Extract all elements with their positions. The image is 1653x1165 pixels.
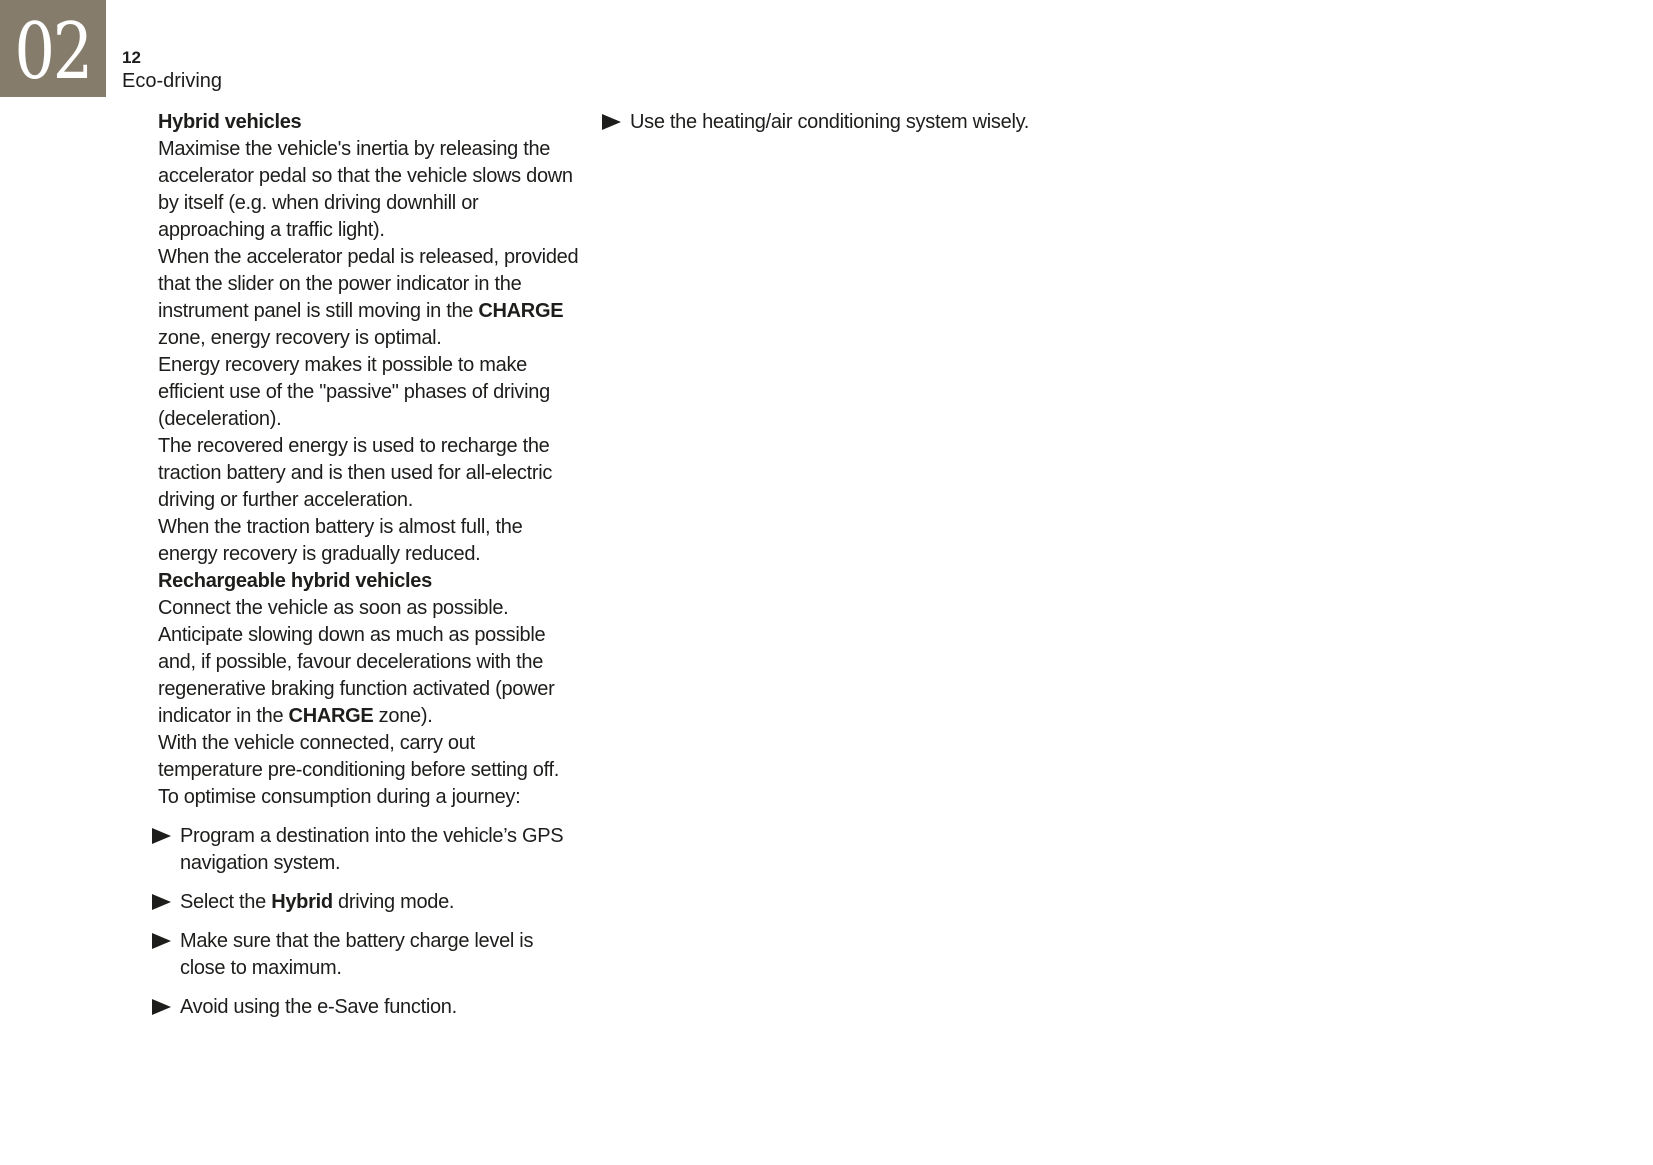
chapter-number: 02 (14, 6, 92, 97)
instruction-text: Use the heating/air conditioning system wisely. (630, 111, 1030, 133)
triangle-right-icon (152, 889, 180, 916)
paragraph: The recovered energy is used to recharge the traction battery and is then used for all-electric driving or further acceleration. (158, 435, 553, 511)
triangle-right-icon (152, 928, 180, 982)
instruction-text: Avoid using the e-Save function. (180, 996, 457, 1018)
instruction-text: Make sure that the battery charge level is close to maximum. (180, 930, 534, 979)
page-header (122, 47, 222, 94)
instruction-item (602, 109, 1032, 136)
left-column (152, 109, 580, 1021)
content-columns (152, 109, 1032, 1021)
paragraph: Maximise the vehicle's inertia by releasing the accelerator pedal so that the vehicle slows down by itself (e.g. when driving downhill or approaching a traffic light). (158, 138, 573, 241)
paragraph: Energy recovery makes it possible to make efficient use of the "passive" phases of driving (deceleration). (158, 354, 550, 430)
paragraph: With the vehicle connected, carry out temperature pre-conditioning before setting off. (158, 732, 560, 781)
page-number: 12 (122, 48, 141, 67)
right-column (602, 109, 1032, 1021)
instruction-text: Select the Hybrid driving mode. (180, 891, 455, 913)
paragraph: Connect the vehicle as soon as possible. (158, 597, 509, 619)
paragraph: When the traction battery is almost full, the energy recovery is gradually reduced. (158, 516, 523, 565)
triangle-right-icon (152, 823, 180, 877)
instruction-item (152, 823, 580, 877)
paragraph: Anticipate slowing down as much as possible and, if possible, favour decelerations with the regenerative braking function activated (power indicator in the CHARGE zone). (158, 624, 555, 727)
chapter-tab (0, 0, 106, 97)
section-title: Eco-driving (122, 70, 223, 92)
triangle-right-icon (152, 994, 180, 1021)
instruction-item (152, 928, 580, 982)
instruction-item (152, 994, 580, 1021)
instruction-text: Program a destination into the vehicle’s GPS navigation system. (180, 825, 564, 874)
instruction-item (152, 889, 580, 916)
paragraph: When the accelerator pedal is released, provided that the slider on the power indicator in the instrument panel is still moving in the CHARGE zone, energy recovery is optimal. (158, 246, 579, 349)
paragraph: To optimise consumption during a journey: (158, 786, 521, 808)
subheading: Hybrid vehicles (158, 111, 302, 133)
subheading: Rechargeable hybrid vehicles (158, 570, 432, 592)
triangle-right-icon (602, 109, 630, 136)
